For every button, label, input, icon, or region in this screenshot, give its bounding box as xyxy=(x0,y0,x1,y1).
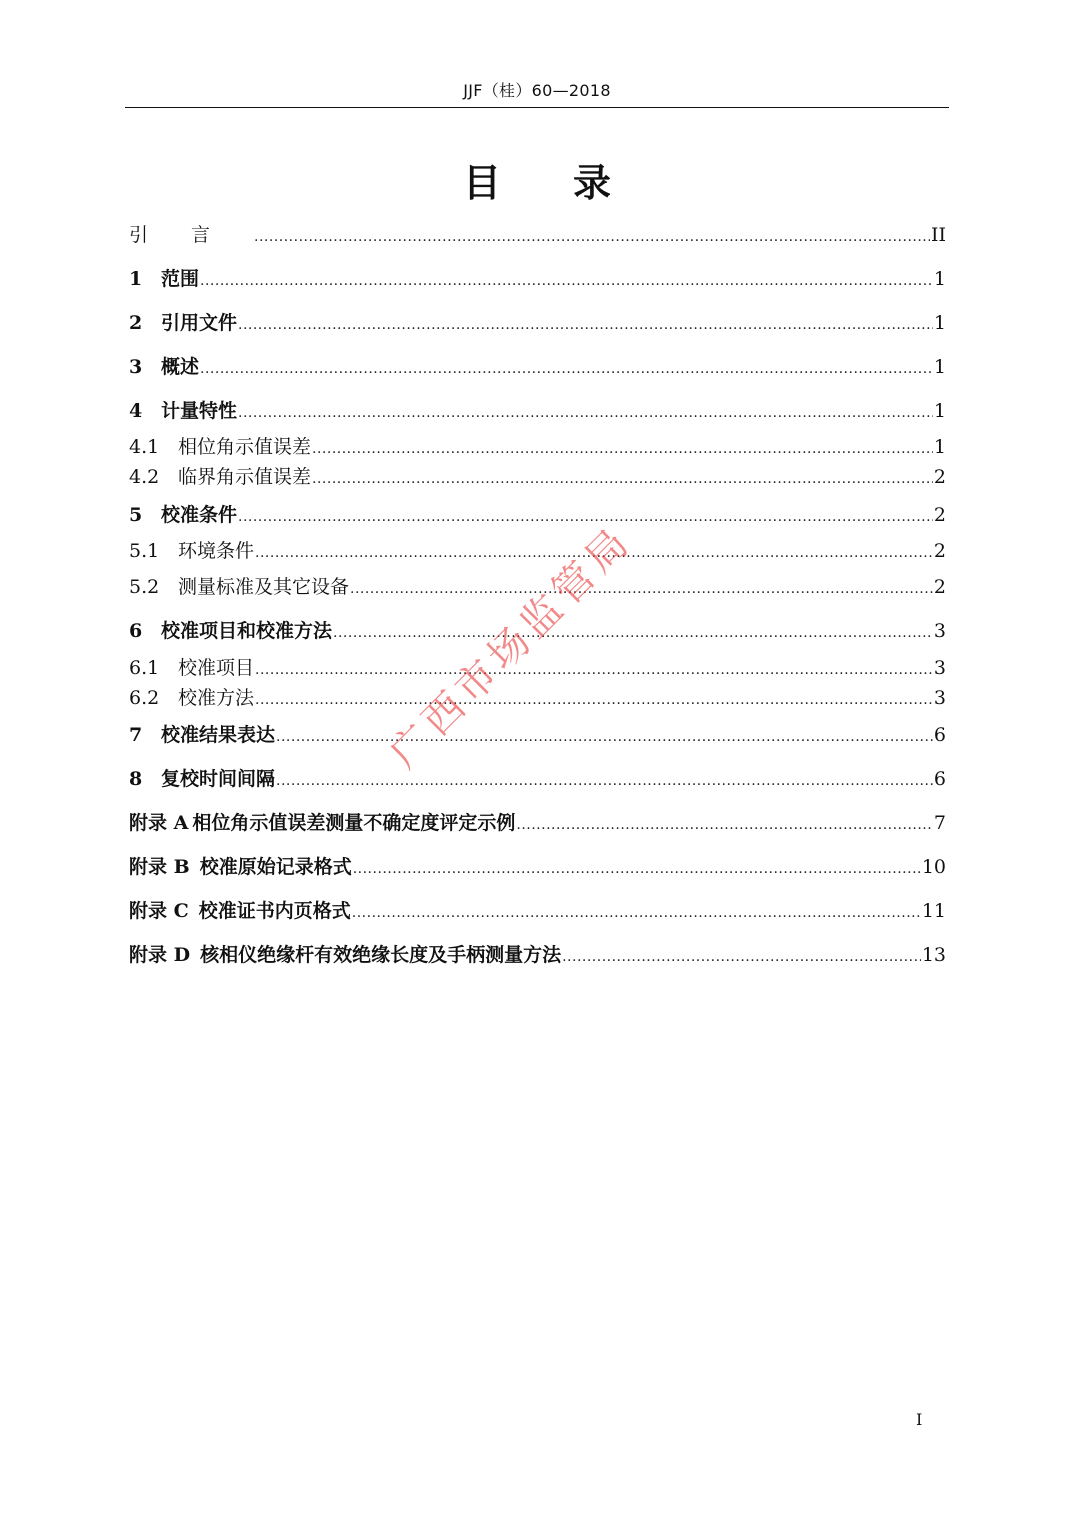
toc-dot-leader xyxy=(238,506,933,528)
toc-entry[interactable] xyxy=(129,502,946,528)
toc-dot-leader xyxy=(276,770,933,792)
toc-entry-page: 1 xyxy=(933,356,946,378)
toc-entry-number: 6 xyxy=(129,620,143,642)
document-code-header: JJF（桂）60—2018 xyxy=(463,81,611,100)
toc-entry-number: 8 xyxy=(129,768,143,790)
toc-entry[interactable] xyxy=(129,898,946,924)
toc-entry-label: 校准原始记录格式 xyxy=(199,856,352,878)
toc-entry-label: 校准方法 xyxy=(178,687,255,709)
toc-dot-leader xyxy=(312,438,933,460)
toc-entry-page: 10 xyxy=(921,856,946,878)
toc-entry-number: 附录 C xyxy=(129,900,189,922)
toc-dot-leader xyxy=(255,659,933,681)
toc-dot-leader xyxy=(562,946,921,968)
toc-entry[interactable] xyxy=(129,354,946,380)
toc-dot-leader xyxy=(516,814,933,836)
toc-entry-number: 5 xyxy=(129,504,143,526)
toc-entry-number: 附录 A xyxy=(129,812,189,834)
toc-entry-number: 6.2 xyxy=(129,687,160,709)
toc-entry[interactable] xyxy=(129,266,946,292)
toc-entry[interactable] xyxy=(129,618,946,644)
watermark-stamp: 广西市场监管局 xyxy=(381,517,642,778)
toc-dot-leader xyxy=(238,402,933,424)
toc-dot-leader xyxy=(255,542,933,564)
toc-dot-leader xyxy=(254,226,930,248)
toc-entry[interactable] xyxy=(129,464,946,490)
toc-dot-leader xyxy=(350,578,933,600)
toc-entry-label: 概述 xyxy=(161,356,200,378)
toc-entry[interactable] xyxy=(129,310,946,336)
toc-entry-page: 13 xyxy=(921,944,946,966)
toc-entry-label: 校准项目 xyxy=(178,657,255,679)
toc-entry-label: 复校时间间隔 xyxy=(161,768,276,790)
toc-entry-label: 相位角示值误差 xyxy=(178,436,312,458)
toc-entry-page: 3 xyxy=(933,620,946,642)
page-number: I xyxy=(916,1410,923,1429)
toc-entry[interactable] xyxy=(129,722,946,748)
toc-dot-leader xyxy=(333,622,933,644)
toc-entry-page: 7 xyxy=(933,812,946,834)
toc-entry-page: 11 xyxy=(921,900,946,922)
toc-entry-number: 1 xyxy=(129,268,143,290)
toc-entry[interactable] xyxy=(129,538,946,564)
toc-entry-label: 校准项目和校准方法 xyxy=(161,620,333,642)
toc-entry[interactable] xyxy=(129,685,946,711)
toc-dot-leader xyxy=(312,468,933,490)
toc-dot-leader xyxy=(352,902,921,924)
toc-entry-number: 5.1 xyxy=(129,540,160,562)
toc-entry-page: 3 xyxy=(933,687,946,709)
toc-entry-label: 引言 xyxy=(129,224,254,246)
toc-entry[interactable] xyxy=(129,434,946,460)
toc-entry-page: 1 xyxy=(933,268,946,290)
header-divider xyxy=(125,107,949,108)
toc-entry-label: 相位角示值误差测量不确定度评定示例 xyxy=(192,812,516,834)
toc-entry-label: 环境条件 xyxy=(178,540,255,562)
toc-entry-page: 6 xyxy=(933,768,946,790)
toc-entry[interactable] xyxy=(129,810,946,836)
toc-dot-leader xyxy=(200,358,933,380)
toc-entry-label: 临界角示值误差 xyxy=(178,466,312,488)
toc-entry[interactable] xyxy=(129,398,946,424)
toc-entry-page: 3 xyxy=(933,657,946,679)
toc-entry-label: 核相仪绝缘杆有效绝缘长度及手柄测量方法 xyxy=(200,944,562,966)
toc-entry-page: 2 xyxy=(933,540,946,562)
toc-entry-number: 5.2 xyxy=(129,576,160,598)
toc-entry-number: 3 xyxy=(129,356,143,378)
toc-entry-page: II xyxy=(930,224,946,246)
toc-entry-page: 6 xyxy=(933,724,946,746)
toc-entry-page: 1 xyxy=(933,400,946,422)
toc-entry-number: 4.1 xyxy=(129,436,160,458)
toc-dot-leader xyxy=(238,314,933,336)
toc-entry-page: 2 xyxy=(933,504,946,526)
toc-entry-number: 6.1 xyxy=(129,657,160,679)
toc-entry-page: 2 xyxy=(933,466,946,488)
toc-entry-label: 校准结果表达 xyxy=(161,724,276,746)
toc-entry-page: 2 xyxy=(933,576,946,598)
toc-entry-label: 计量特性 xyxy=(161,400,238,422)
toc-entry-number: 4.2 xyxy=(129,466,160,488)
toc-entry-number: 附录 B xyxy=(129,856,190,878)
toc-entry-number: 2 xyxy=(129,312,143,334)
toc-title: 目录 xyxy=(462,161,683,205)
toc-entry-number: 4 xyxy=(129,400,143,422)
toc-entry[interactable] xyxy=(129,222,946,248)
toc-entry-number: 附录 D xyxy=(129,944,191,966)
toc-entry[interactable] xyxy=(129,574,946,600)
toc-entry-page: 1 xyxy=(933,436,946,458)
toc-entry[interactable] xyxy=(129,766,946,792)
toc-dot-leader xyxy=(276,726,933,748)
toc-entry-label: 校准条件 xyxy=(161,504,238,526)
toc-entry-page: 1 xyxy=(933,312,946,334)
toc-entry[interactable] xyxy=(129,942,946,968)
toc-entry[interactable] xyxy=(129,655,946,681)
toc-entry-label: 引用文件 xyxy=(161,312,238,334)
toc-entry-label: 测量标准及其它设备 xyxy=(178,576,350,598)
toc-entry-label: 范围 xyxy=(161,268,200,290)
toc-dot-leader xyxy=(200,270,933,292)
toc-entry-number: 7 xyxy=(129,724,143,746)
toc-entry-label: 校准证书内页格式 xyxy=(198,900,351,922)
toc-dot-leader xyxy=(255,689,933,711)
toc-dot-leader xyxy=(353,858,921,880)
toc-entry[interactable] xyxy=(129,854,946,880)
